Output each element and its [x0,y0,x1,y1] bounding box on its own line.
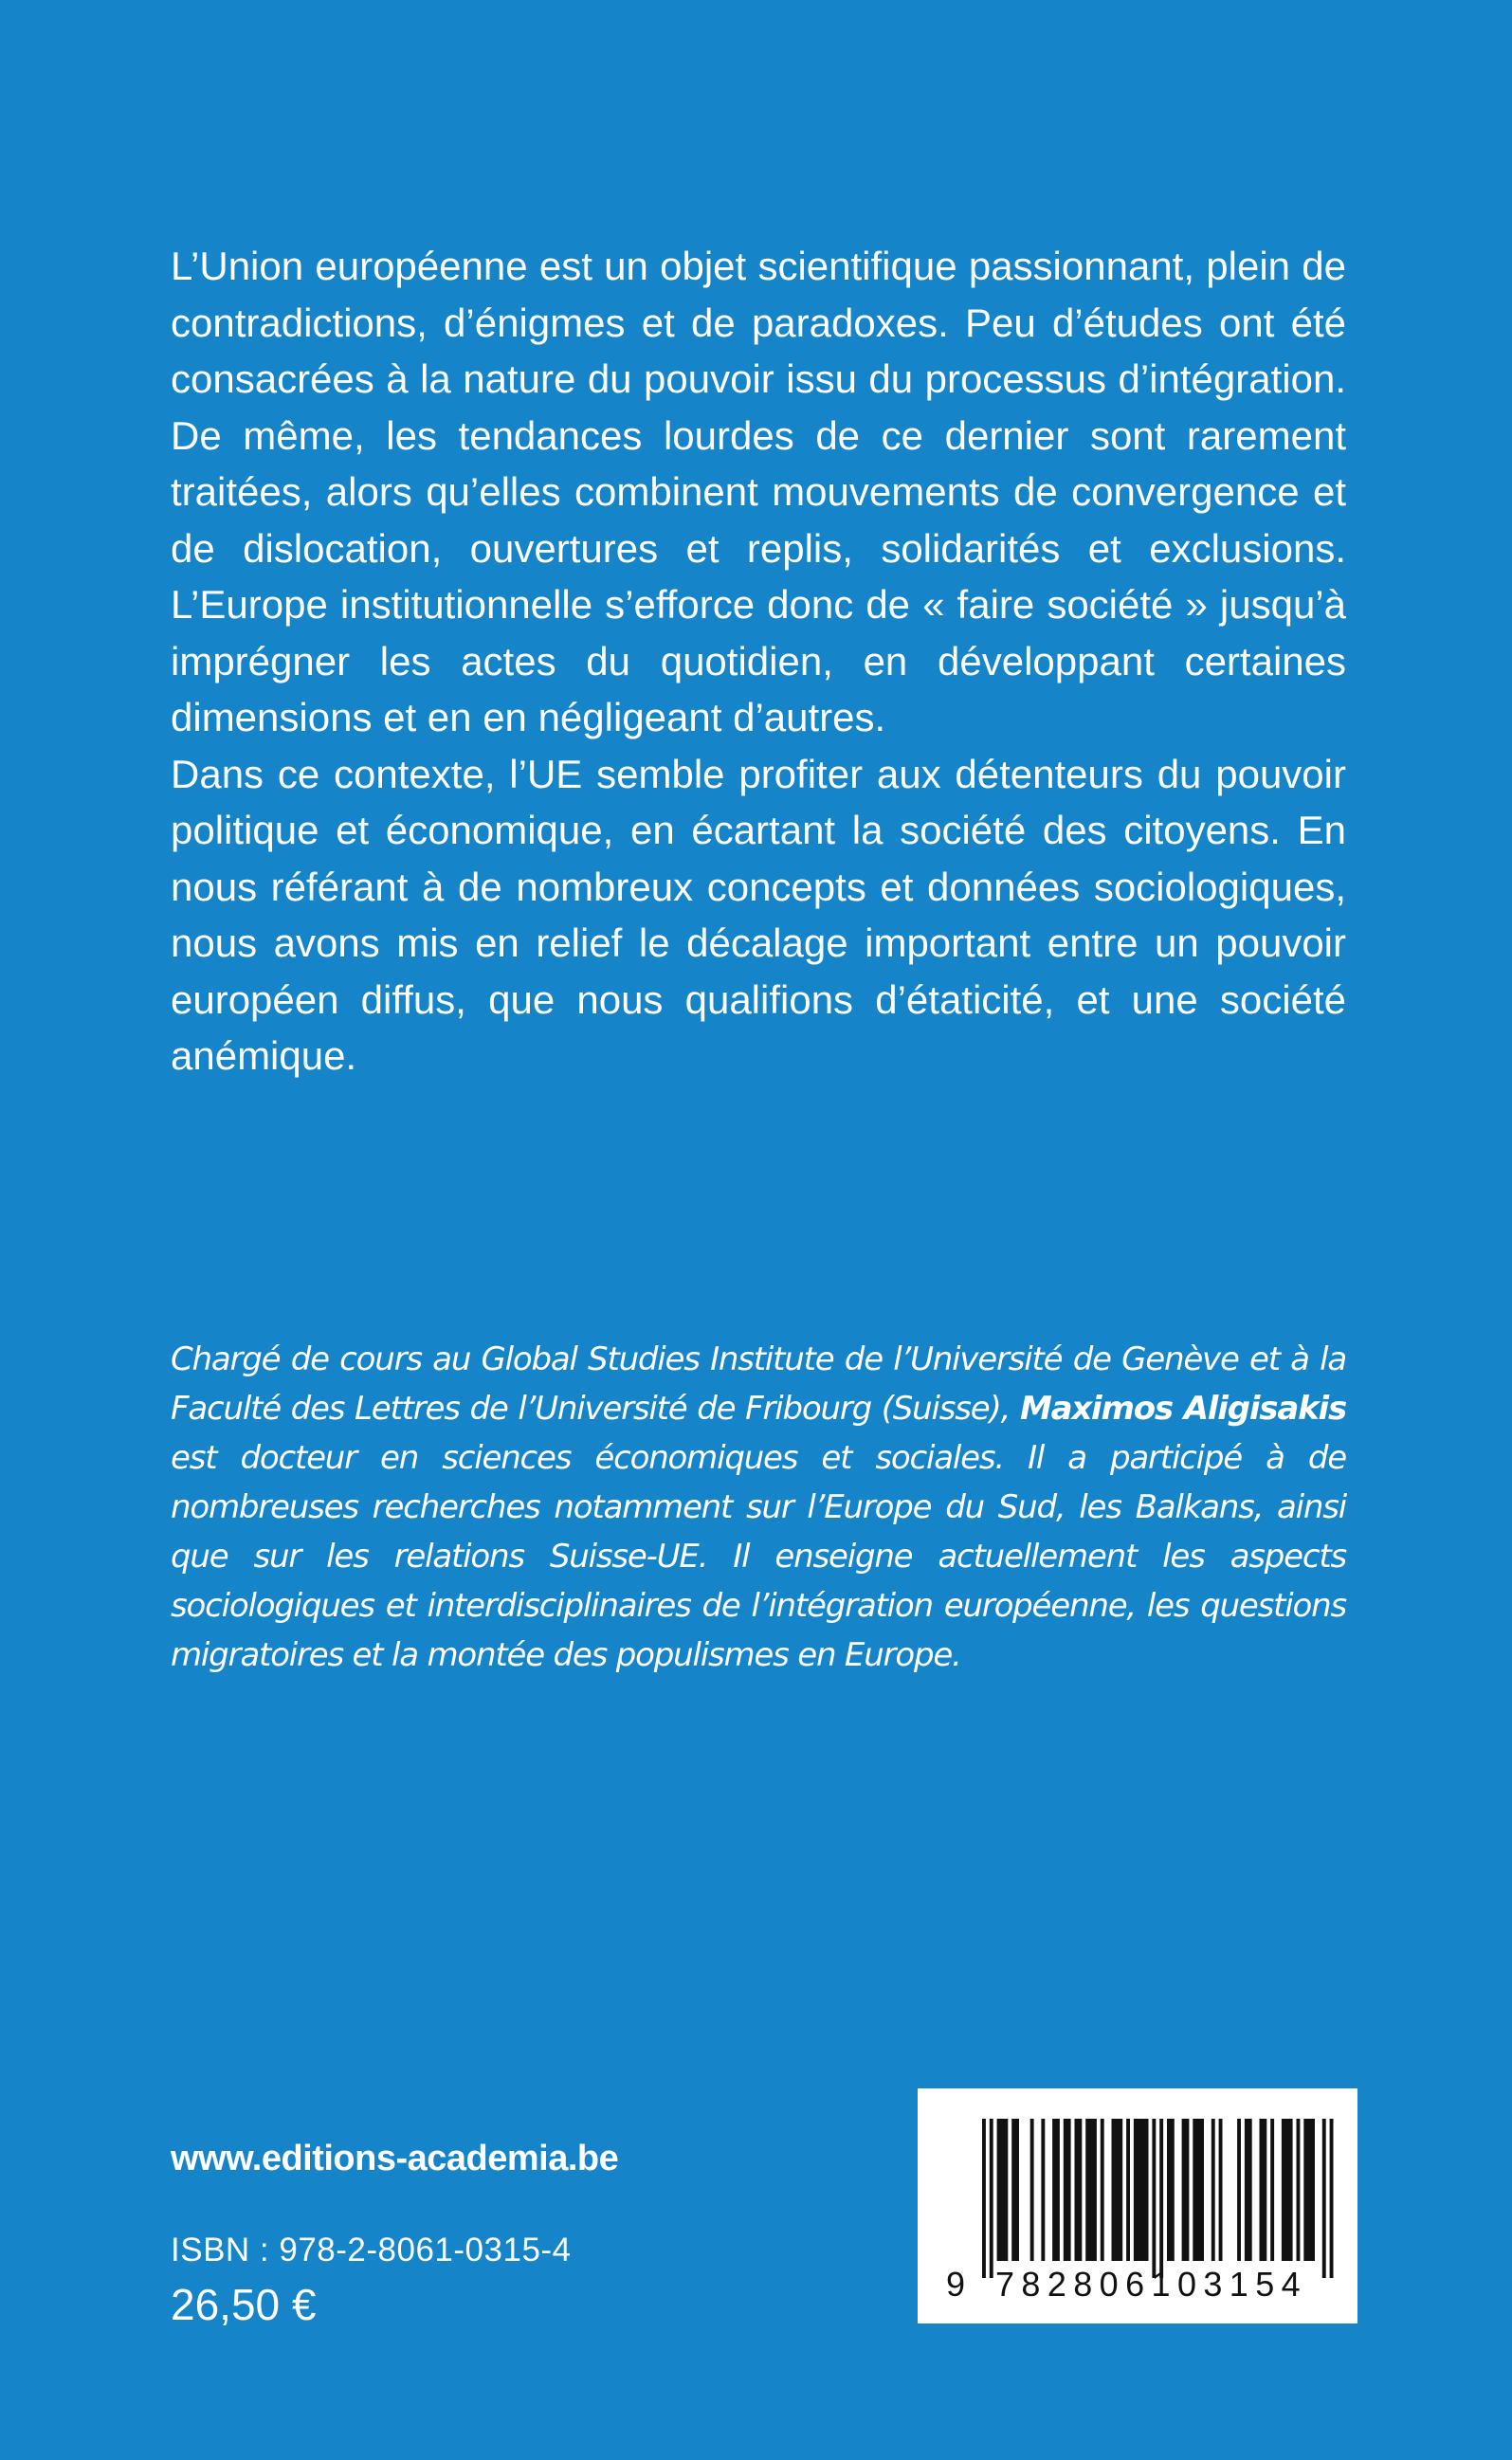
barcode-guard-bar [1330,2119,1334,2278]
barcode-bar [1085,2119,1097,2261]
barcode-bar [1126,2119,1130,2261]
barcode-guard-bar [982,2119,986,2278]
barcode-bar [1134,2119,1149,2261]
barcode-guard-bar [1152,2119,1156,2278]
author-bio-intro: Chargé de cours au Global Studies Institute de l’Université de Genève et à la Faculté des Lettres de l’Université de Fribourg (Suisse), [171,1340,1346,1428]
barcode-bar [1297,2119,1301,2261]
blurb-paragraph-1: L’Union européenne est un objet scientifique passionnant, plein de contradictions, d’énigmes et de paradoxes. Peu d’études ont été consacrées à la nature du pouvoir issu du processus d’intégration. De même, les tendances lourdes de ce dernier sont rarement traitées, alors qu’elles combinent mouvements de convergence et de dislocation, ouvertures et replis, solidarités et exclusions. L’Europe institutionnelle s’efforce donc de « faire société » jusqu’à imprégner les actes du quotidien, en développant certaines dimensions et en en négligeant d’autres. [171,244,1346,739]
barcode-lead-digit: 9 [946,2265,966,2304]
barcode-bar [997,2119,1009,2261]
barcode-bar [1219,2119,1223,2261]
barcode-bar [1182,2119,1190,2261]
barcode-guard-bar [1322,2119,1326,2278]
barcode-bar [1112,2119,1123,2261]
barcode-bar [1303,2119,1315,2261]
barcode-guard-bar [1159,2119,1163,2278]
barcode-bar [1245,2119,1252,2261]
back-cover-blurb [171,238,1346,1084]
barcode-bar [1030,2119,1034,2261]
barcode-bar [1282,2119,1293,2261]
barcode-bar [1064,2119,1071,2261]
barcode-bar [1270,2119,1274,2261]
barcode-bar [1193,2119,1204,2261]
barcode-bar [1237,2119,1241,2261]
barcode-bar [1260,2119,1267,2261]
blurb-paragraph-2: Dans ce contexte, l’UE semble profiter aux détenteurs du pouvoir politique et économique, en écartant la société des citoyens. En nous référant à de nombreux concepts et données sociologiques, nous avons mis en relief le décalage important entre un pouvoir européen diffus, que nous qualifions d’étaticité, et une société anémique. [171,751,1346,1078]
barcode-bar [1075,2119,1083,2261]
barcode [918,2088,1357,2323]
barcode-bar [1041,2119,1045,2261]
isbn-number: ISBN : 978-2-8061-0315-4 [171,2232,572,2269]
barcode-bar [1101,2119,1104,2261]
book-price: 26,50 € [171,2280,317,2329]
barcode-bar [1211,2119,1215,2261]
barcode-number: 782806103154 [995,2265,1308,2304]
barcode-bar [1052,2119,1060,2261]
author-name: Maximos Aligisakis [1019,1390,1346,1428]
author-bio-body: est docteur en sciences économiques et sociales. Il a participé à de nombreuses recherches notamment sur l’Europe du Sud, les Balkans, ainsi que sur les relations Suisse-UE. Il enseigne actuellement les aspects sociologiques et interdisciplinaires de l’intégration européenne, les questions migratoires et la montée des populismes en Europe. [171,1439,1346,1674]
barcode-guard-bar [990,2119,993,2278]
barcode-bar [1011,2119,1019,2261]
author-bio [171,1335,1346,1680]
publisher-website[interactable]: www.editions-academia.be [171,2139,619,2178]
barcode-bar [1167,2119,1175,2261]
